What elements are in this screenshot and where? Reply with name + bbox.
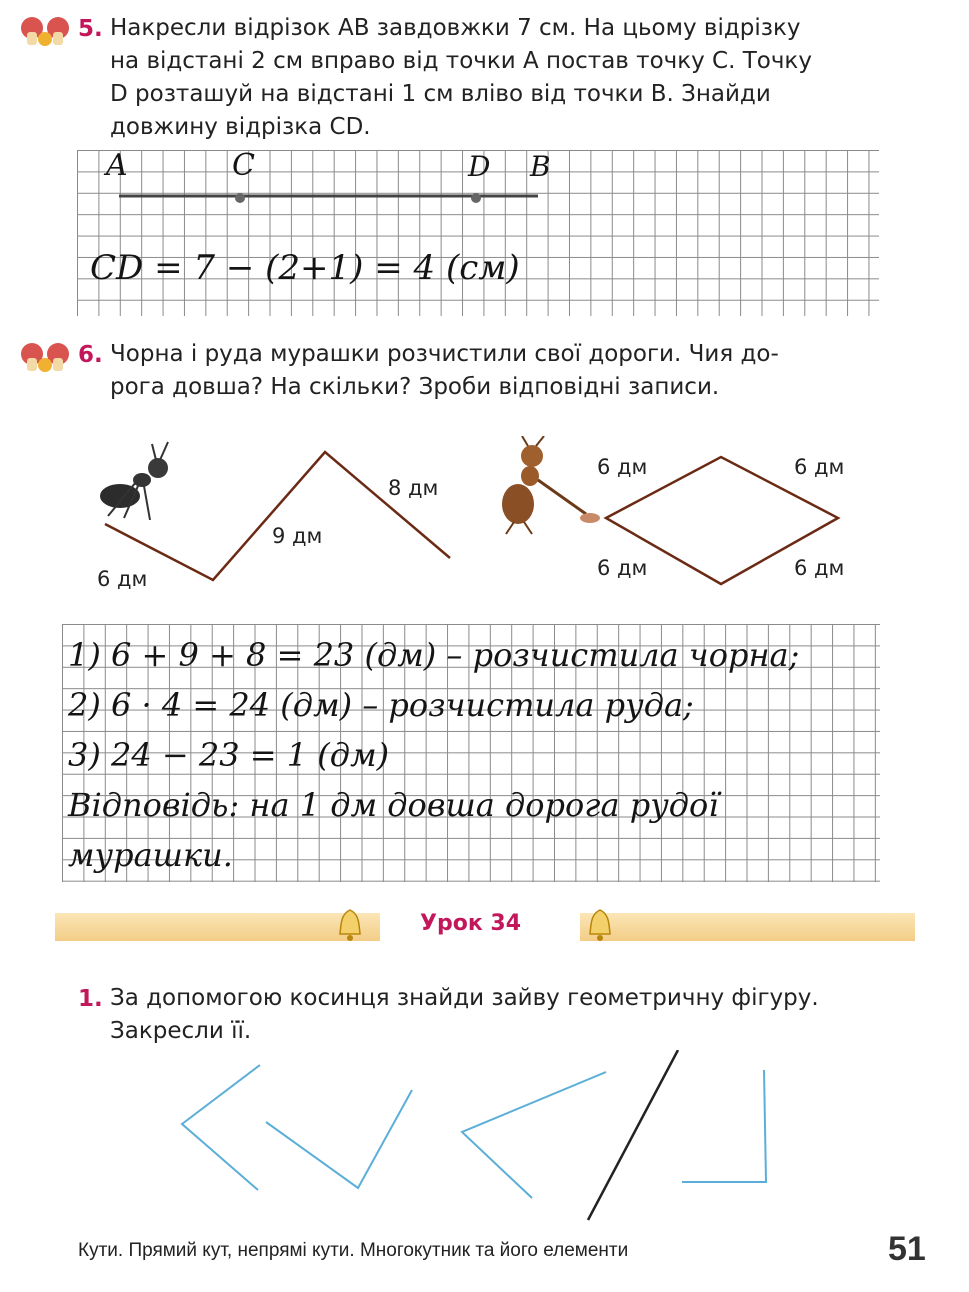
task1-number: 1.	[78, 986, 103, 1012]
task5-icon-group	[18, 14, 72, 52]
task5-line-2: на відстані 2 см вправо від точки А постав точку С. Точку	[110, 48, 812, 74]
answer-line-4: Відповідь: на 1 дм довша дорога рудої	[68, 786, 719, 824]
answer-line-5: мурашки.	[68, 836, 233, 874]
red-path-side-2: 6 дм	[794, 455, 845, 479]
angle-figure-3	[462, 1072, 606, 1198]
answer-line-2: 2) 6 · 4 = 24 (дм) – розчистила руда;	[68, 686, 694, 724]
task5-line-1: Накресли відрізок АВ завдовжки 7 см. На цьому відрізку	[110, 15, 801, 41]
task6-text	[110, 338, 880, 404]
point-b-label: B	[530, 150, 551, 183]
mushroom-icon	[18, 340, 72, 374]
task1-figures	[170, 1050, 790, 1230]
black-path-segment-1: 6 дм	[97, 567, 148, 591]
task6-number: 6.	[78, 342, 103, 368]
task1-line-2: Закресли її.	[110, 1018, 252, 1044]
task6-line-1: Чорна і руда мурашки розчистили свої дороги. Чия до-	[110, 341, 779, 367]
red-path-side-1: 6 дм	[597, 455, 648, 479]
page-number: 51	[888, 1230, 926, 1268]
task1-text	[110, 982, 890, 1048]
black-path-segment-3: 8 дм	[388, 476, 439, 500]
black-path-segment-2: 9 дм	[272, 524, 323, 548]
point-d-label: D	[468, 150, 491, 183]
lesson-title: Урок 34	[420, 911, 522, 936]
task5-text	[110, 12, 880, 144]
mushroom-icon	[18, 14, 72, 48]
task6-line-2: рога довша? На скільки? Зроби відповідні записи.	[110, 374, 720, 400]
answer-line-3: 3) 24 − 23 = 1 (дм)	[68, 736, 390, 774]
red-path-side-4: 6 дм	[794, 556, 845, 580]
task5-line-4: довжину відрізка CD.	[110, 114, 371, 140]
task5-answer: CD = 7 − (2+1) = 4 (см)	[90, 248, 520, 288]
task1-line-1: За допомогою косинця знайди зайву геометричну фігуру.	[110, 985, 819, 1011]
angle-figure-4	[682, 1070, 766, 1182]
point-a-label: A	[106, 148, 128, 183]
red-ant-icon	[488, 436, 603, 536]
angle-figure-1	[182, 1065, 260, 1190]
red-path-side-3: 6 дм	[597, 556, 648, 580]
black-path	[95, 440, 465, 590]
bell-icon	[585, 906, 615, 946]
task5-line-3: D розташуй на відстані 1 см вліво від точки В. Знайди	[110, 81, 771, 107]
footer-text: Кути. Прямий кут, непрямі кути. Многокутник та його елементи	[78, 1240, 629, 1261]
bell-icon	[335, 906, 365, 946]
answer-line-1: 1) 6 + 9 + 8 = 23 (дм) – розчистила чорна;	[68, 636, 800, 674]
cross-out-stroke	[588, 1050, 678, 1220]
point-c-label: C	[232, 148, 255, 183]
task6-answer	[68, 630, 878, 880]
task6-icon-group	[18, 340, 72, 378]
task5-number: 5.	[78, 16, 103, 42]
angle-figure-2	[266, 1090, 412, 1188]
